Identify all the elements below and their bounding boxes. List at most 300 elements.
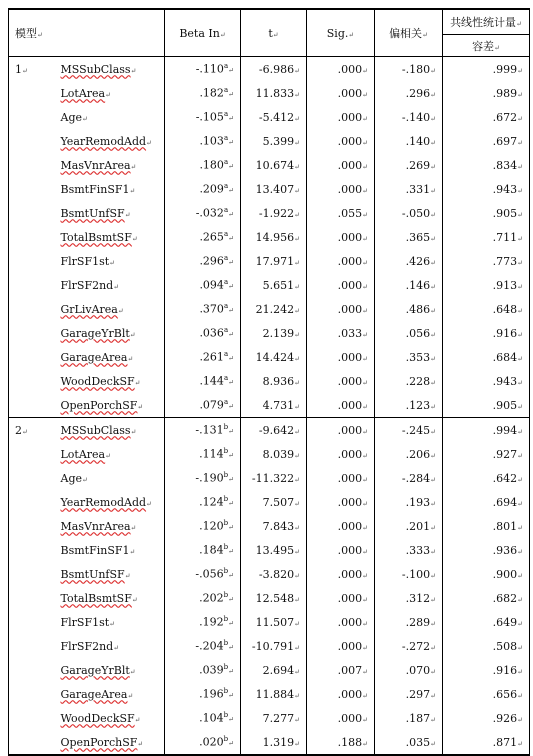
header-sig: Sig.↵	[307, 9, 375, 57]
t-value-cell: 7.277↵	[241, 706, 307, 730]
partial-correlation-value: -.245	[401, 423, 431, 437]
model-number-cell	[9, 442, 55, 466]
footnote-marker: b	[223, 639, 229, 648]
beta-in-value: .094	[199, 278, 224, 292]
t-value-cell: 2.694↵	[241, 658, 307, 682]
sig-value: .000	[337, 158, 363, 172]
table-row	[9, 730, 530, 755]
t-value-cell: -1.922↵	[241, 201, 307, 225]
variable-name-cell: GarageYrBlt↵	[60, 326, 136, 340]
sig-value: .000	[337, 278, 363, 292]
tolerance-value-cell: .682↵	[443, 586, 530, 610]
table-row	[9, 369, 530, 393]
partial-correlation-value-cell: -.245↵	[375, 418, 443, 443]
partial-correlation-value-cell: .123↵	[375, 393, 443, 418]
t-value-cell: 17.971↵	[241, 249, 307, 273]
footnote-marker: b	[223, 687, 229, 696]
partial-correlation-value-cell: -.272↵	[375, 634, 443, 658]
header-row	[9, 9, 530, 35]
sig-value-cell: .000↵	[307, 538, 375, 562]
footnote-marker: a	[223, 398, 229, 407]
variable-name: FlrSF2nd	[60, 278, 114, 292]
t-value: 5.651	[262, 278, 295, 292]
table-row	[9, 538, 530, 562]
variable-name: MasVnrArea	[60, 519, 131, 533]
sig-value-cell: .055↵	[307, 201, 375, 225]
variable-name-cell: LotArea↵	[60, 447, 111, 461]
partial-correlation-value: .365	[405, 230, 431, 244]
partial-correlation-value: .228	[405, 374, 431, 388]
partial-correlation-value-cell: .269↵	[375, 153, 443, 177]
model-number-cell	[9, 129, 55, 153]
beta-in-value: .202	[199, 591, 224, 605]
beta-in-value-cell: .039$^b$↵	[165, 658, 241, 682]
table-row	[9, 249, 530, 273]
partial-correlation-value: .486	[405, 302, 431, 316]
partial-correlation-value: .297	[405, 687, 431, 701]
sig-value-cell: .000↵	[307, 514, 375, 538]
variable-name-cell: FlrSF2nd↵	[60, 639, 120, 653]
t-value: 7.277	[262, 711, 295, 725]
sig-value: .000	[337, 398, 363, 412]
tolerance-value-cell: .697↵	[443, 129, 530, 153]
table-row	[9, 177, 530, 201]
variable-name-cell: BsmtFinSF1↵	[60, 543, 136, 557]
variable-name-cell: WoodDeckSF↵	[60, 711, 141, 725]
beta-in-value-cell: -.032$^a$↵	[165, 201, 241, 225]
model-number-cell	[9, 538, 55, 562]
tolerance-value: .682	[492, 591, 518, 605]
sig-value-cell: .000↵	[307, 634, 375, 658]
variable-name-cell: BsmtUnfSF↵	[60, 206, 131, 220]
model-number-cell	[9, 321, 55, 345]
tolerance-value: .694	[492, 495, 518, 509]
tolerance-value: .916	[492, 663, 518, 677]
sig-value-cell: .000↵	[307, 393, 375, 418]
beta-in-value: .296	[199, 254, 224, 268]
beta-in-value: .079	[199, 398, 224, 412]
model-number-cell	[9, 249, 55, 273]
sig-value: .007	[337, 663, 363, 677]
beta-in-value: -.056	[195, 567, 224, 581]
variable-name: GrLivArea	[60, 302, 118, 316]
t-value-cell: 7.843↵	[241, 514, 307, 538]
model-number-cell	[9, 730, 55, 755]
variable-name: YearRemodAdd	[60, 495, 147, 509]
model-number-cell	[9, 562, 55, 586]
tolerance-value: .834	[492, 158, 518, 172]
sig-value: .000	[337, 687, 363, 701]
tolerance-value: .994	[492, 423, 518, 437]
sig-value-cell: .000↵	[307, 466, 375, 490]
tolerance-value: .927	[492, 447, 518, 461]
partial-correlation-value-cell: .187↵	[375, 706, 443, 730]
sig-value: .055	[337, 206, 363, 220]
sig-value-cell: .000↵	[307, 177, 375, 201]
t-value: -6.986	[258, 62, 295, 76]
header-collinearity-statistics: 共线性统计量↵	[443, 9, 530, 35]
variable-name-cell: WoodDeckSF↵	[60, 374, 141, 388]
model-number: 1	[15, 62, 22, 76]
t-value-cell: -6.986↵	[241, 57, 307, 82]
t-value: -1.922	[258, 206, 295, 220]
table-row	[9, 634, 530, 658]
tolerance-value-cell: .642↵	[443, 466, 530, 490]
beta-in-value: -.032	[195, 206, 224, 220]
t-value: -10.791	[251, 639, 295, 653]
footnote-marker: a	[223, 110, 229, 119]
beta-in-value: .120	[199, 519, 224, 533]
footnote-marker: b	[223, 519, 229, 528]
sig-value-cell: .000↵	[307, 706, 375, 730]
footnote-marker: b	[223, 423, 229, 432]
variable-name: TotalBsmtSF	[60, 591, 132, 605]
partial-correlation-value-cell: .140↵	[375, 129, 443, 153]
header-tolerance: 容差↵	[443, 35, 530, 57]
variable-name-cell: FlrSF1st↵	[60, 254, 116, 268]
beta-in-value-cell: -.056$^b$↵	[165, 562, 241, 586]
partial-correlation-value-cell: .056↵	[375, 321, 443, 345]
t-value-cell: -11.322↵	[241, 466, 307, 490]
model-number-cell	[9, 658, 55, 682]
tolerance-value: .943	[492, 182, 518, 196]
beta-in-value: .036	[199, 326, 224, 340]
t-value: 11.884	[255, 687, 295, 701]
t-value: 11.833	[255, 86, 295, 100]
model-number-cell	[9, 273, 55, 297]
beta-in-value-cell: .209$^a$↵	[165, 177, 241, 201]
t-value: -11.322	[251, 471, 295, 485]
t-value: 8.936	[262, 374, 295, 388]
model-number-cell	[9, 514, 55, 538]
beta-in-value-cell: .192$^b$↵	[165, 610, 241, 634]
partial-correlation-value-cell: .289↵	[375, 610, 443, 634]
partial-correlation-value: -.100	[401, 567, 431, 581]
table-row	[9, 57, 530, 82]
t-value-cell: 8.936↵	[241, 369, 307, 393]
partial-correlation-value-cell: -.100↵	[375, 562, 443, 586]
partial-correlation-value: .201	[405, 519, 431, 533]
table-row	[9, 81, 530, 105]
model-number-cell	[9, 393, 55, 418]
beta-in-value: .192	[199, 615, 224, 629]
sig-value: .000	[337, 230, 363, 244]
partial-correlation-value-cell: -.050↵	[375, 201, 443, 225]
t-value-cell: 1.319↵	[241, 730, 307, 755]
t-value: 21.242	[255, 302, 295, 316]
variable-name-cell: FlrSF1st↵	[60, 615, 116, 629]
variable-name-cell: OpenPorchSF↵	[60, 398, 144, 412]
sig-value: .000	[337, 495, 363, 509]
partial-correlation-value-cell: -.140↵	[375, 105, 443, 129]
footnote-marker: a	[223, 230, 229, 239]
sig-value-cell: .000↵	[307, 297, 375, 321]
sig-value: .000	[337, 519, 363, 533]
tolerance-value-cell: .989↵	[443, 81, 530, 105]
variable-name: FlrSF2nd	[60, 639, 114, 653]
t-value: 7.843	[262, 519, 295, 533]
variable-name: LotArea	[60, 86, 106, 100]
beta-in-value: .114	[199, 447, 224, 461]
variable-name: Age	[60, 110, 82, 124]
variable-name-cell: BsmtFinSF1↵	[60, 182, 136, 196]
table-row	[9, 610, 530, 634]
variable-name-cell: MSSubClass↵	[55, 418, 165, 443]
footnote-marker: b	[223, 543, 229, 552]
beta-in-value-cell: .144$^a$↵	[165, 369, 241, 393]
model-number-cell	[9, 105, 55, 129]
variable-name-cell: YearRemodAdd↵	[60, 495, 152, 509]
tolerance-value: .656	[492, 687, 518, 701]
beta-in-value-cell: -.110$^a$↵	[165, 57, 241, 82]
tolerance-value-cell: .900↵	[443, 562, 530, 586]
beta-in-value: .265	[199, 230, 224, 244]
footnote-marker: a	[223, 206, 229, 215]
table-row	[9, 490, 530, 514]
variable-name-cell: TotalBsmtSF↵	[60, 230, 138, 244]
t-value-cell: -10.791↵	[241, 634, 307, 658]
t-value: 2.694	[262, 663, 295, 677]
variable-name-cell: TotalBsmtSF↵	[60, 591, 138, 605]
beta-in-value-cell: .104$^b$↵	[165, 706, 241, 730]
variable-name: Age	[60, 471, 82, 485]
variable-name-cell: BsmtUnfSF↵	[60, 567, 131, 581]
table-row	[9, 321, 530, 345]
sig-value: .000	[337, 471, 363, 485]
beta-in-value: -.190	[195, 471, 224, 485]
beta-in-value-cell: -.190$^b$↵	[165, 466, 241, 490]
sig-value: .000	[337, 567, 363, 581]
tolerance-value-cell: .943↵	[443, 369, 530, 393]
variable-name: BsmtUnfSF	[60, 567, 125, 581]
footnote-marker: b	[223, 471, 229, 480]
sig-value: .000	[337, 423, 363, 437]
beta-in-value: .196	[199, 687, 224, 701]
sig-value-cell: .188↵	[307, 730, 375, 755]
sig-value-cell: .000↵	[307, 273, 375, 297]
table-row	[9, 442, 530, 466]
variable-name: FlrSF1st	[60, 615, 110, 629]
tolerance-value-cell: .994↵	[443, 418, 530, 443]
partial-correlation-value: -.180	[401, 62, 431, 76]
beta-in-value-cell: -.204$^b$↵	[165, 634, 241, 658]
header-beta-in: Beta In↵	[165, 9, 241, 57]
sig-value: .000	[337, 134, 363, 148]
model-number-cell: 1↵	[9, 57, 55, 82]
t-value: -5.412	[258, 110, 295, 124]
model-number-cell	[9, 490, 55, 514]
table-row	[9, 393, 530, 418]
beta-in-value-cell: .196$^b$↵	[165, 682, 241, 706]
sig-value-cell: .000↵	[307, 442, 375, 466]
footnote-marker: a	[223, 62, 229, 71]
tolerance-value-cell: .916↵	[443, 658, 530, 682]
sig-value-cell: .007↵	[307, 658, 375, 682]
tolerance-value-cell: .916↵	[443, 321, 530, 345]
beta-in-value: .104	[199, 711, 224, 725]
footnote-marker: a	[223, 182, 229, 191]
footnote-marker: b	[223, 567, 229, 576]
beta-in-value: .182	[199, 86, 224, 100]
beta-in-value: .209	[199, 182, 224, 196]
beta-in-value-cell: .124$^b$↵	[165, 490, 241, 514]
t-value-cell: 11.833↵	[241, 81, 307, 105]
table-row	[9, 586, 530, 610]
excluded-variables-table	[8, 8, 530, 756]
beta-in-value-cell: -.131$^b$↵	[165, 418, 241, 443]
sig-value-cell: .000↵	[307, 105, 375, 129]
t-value: 10.674	[255, 158, 295, 172]
t-value-cell: 14.424↵	[241, 345, 307, 369]
partial-correlation-value: .333	[405, 543, 431, 557]
tolerance-value: .642	[492, 471, 518, 485]
tolerance-value: .649	[492, 615, 518, 629]
beta-in-value: .103	[199, 134, 224, 148]
tolerance-value: .926	[492, 711, 518, 725]
beta-in-value: .124	[199, 495, 224, 509]
footnote-marker: b	[223, 663, 229, 672]
variable-name-cell: MSSubClass↵	[55, 57, 165, 82]
tolerance-value: .999	[492, 62, 518, 76]
t-value: 7.507	[262, 495, 295, 509]
tolerance-value: .989	[492, 86, 518, 100]
partial-correlation-value-cell: .193↵	[375, 490, 443, 514]
beta-in-value-cell: .180$^a$↵	[165, 153, 241, 177]
partial-correlation-value: -.284	[401, 471, 431, 485]
t-value: 13.407	[255, 182, 295, 196]
sig-value-cell: .033↵	[307, 321, 375, 345]
beta-in-value-cell: .103$^a$↵	[165, 129, 241, 153]
sig-value: .000	[337, 639, 363, 653]
variable-name: GarageArea	[60, 350, 128, 364]
t-value-cell: 21.242↵	[241, 297, 307, 321]
beta-in-value: .039	[199, 663, 224, 677]
tolerance-value: .943	[492, 374, 518, 388]
footnote-marker: b	[223, 591, 229, 600]
beta-in-value: .370	[199, 302, 224, 316]
variable-name-cell: MasVnrArea↵	[60, 158, 137, 172]
footnote-marker: b	[223, 615, 229, 624]
table-row	[9, 562, 530, 586]
beta-in-value: .180	[199, 158, 224, 172]
table-row	[9, 105, 530, 129]
tolerance-value-cell: .905↵	[443, 201, 530, 225]
partial-correlation-value-cell: .146↵	[375, 273, 443, 297]
tolerance-value-cell: .711↵	[443, 225, 530, 249]
model-number-cell	[9, 345, 55, 369]
t-value-cell: 14.956↵	[241, 225, 307, 249]
tolerance-value-cell: .905↵	[443, 393, 530, 418]
partial-correlation-value-cell: .353↵	[375, 345, 443, 369]
variable-name: MSSubClass	[60, 423, 131, 437]
footnote-marker: a	[223, 278, 229, 287]
beta-in-value-cell: .020$^b$↵	[165, 730, 241, 755]
sig-value: .000	[337, 711, 363, 725]
partial-correlation-value-cell: .228↵	[375, 369, 443, 393]
table-row	[9, 297, 530, 321]
variable-name: MasVnrArea	[60, 158, 131, 172]
partial-correlation-value: .123	[405, 398, 431, 412]
model-number-cell	[9, 225, 55, 249]
partial-correlation-value: .070	[405, 663, 431, 677]
tolerance-value-cell: .649↵	[443, 610, 530, 634]
tolerance-value-cell: .936↵	[443, 538, 530, 562]
footnote-marker: b	[223, 495, 229, 504]
table-row	[9, 345, 530, 369]
sig-value-cell: .000↵	[307, 129, 375, 153]
tolerance-value-cell: .508↵	[443, 634, 530, 658]
tolerance-value: .900	[492, 567, 518, 581]
tolerance-value: .508	[492, 639, 518, 653]
model-number-cell	[9, 706, 55, 730]
table-row	[9, 273, 530, 297]
t-value: 2.139	[262, 326, 295, 340]
model-number-cell	[9, 682, 55, 706]
variable-name-cell: LotArea↵	[60, 86, 111, 100]
tolerance-value-cell: .656↵	[443, 682, 530, 706]
tolerance-value-cell: .943↵	[443, 177, 530, 201]
tolerance-value-cell: .927↵	[443, 442, 530, 466]
t-value: 14.956	[255, 230, 295, 244]
variable-name-cell: YearRemodAdd↵	[60, 134, 152, 148]
variable-name-cell: GrLivArea↵	[60, 302, 124, 316]
sig-value-cell: .000↵	[307, 345, 375, 369]
tolerance-value: .697	[492, 134, 518, 148]
variable-name: FlrSF1st	[60, 254, 110, 268]
beta-in-value: -.204	[195, 639, 224, 653]
beta-in-value: -.105	[195, 110, 224, 124]
variable-name: WoodDeckSF	[60, 374, 135, 388]
partial-correlation-value-cell: .486↵	[375, 297, 443, 321]
tolerance-value-cell: .913↵	[443, 273, 530, 297]
t-value: 14.424	[255, 350, 295, 364]
partial-correlation-value: .312	[405, 591, 431, 605]
variable-name-cell: FlrSF2nd↵	[60, 278, 120, 292]
beta-in-value-cell: .094$^a$↵	[165, 273, 241, 297]
tolerance-value: .711	[492, 230, 518, 244]
table-row	[9, 706, 530, 730]
sig-value: .000	[337, 543, 363, 557]
footnote-marker: a	[223, 158, 229, 167]
beta-in-value: .144	[199, 374, 224, 388]
variable-name: GarageArea	[60, 687, 128, 701]
t-value: 4.731	[262, 398, 295, 412]
table-row	[9, 514, 530, 538]
table-row	[9, 682, 530, 706]
footnote-marker: a	[223, 134, 229, 143]
beta-in-value: .020	[199, 735, 224, 749]
variable-name: GarageYrBlt	[60, 663, 130, 677]
table-row	[9, 201, 530, 225]
sig-value: .000	[337, 374, 363, 388]
footnote-marker: b	[223, 447, 229, 456]
model-number-cell	[9, 201, 55, 225]
tolerance-value: .905	[492, 206, 518, 220]
beta-in-value: .261	[199, 350, 224, 364]
sig-value-cell: .000↵	[307, 81, 375, 105]
footnote-marker: a	[223, 350, 229, 359]
tolerance-value-cell: .684↵	[443, 345, 530, 369]
t-value-cell: 13.495↵	[241, 538, 307, 562]
partial-correlation-value-cell: -.180↵	[375, 57, 443, 82]
sig-value: .188	[337, 735, 363, 749]
header-t: t↵	[241, 9, 307, 57]
partial-correlation-value-cell: -.284↵	[375, 466, 443, 490]
beta-in-value-cell: .202$^b$↵	[165, 586, 241, 610]
partial-correlation-value: .146	[405, 278, 431, 292]
partial-correlation-value: .193	[405, 495, 431, 509]
partial-correlation-value: .035	[405, 735, 431, 749]
